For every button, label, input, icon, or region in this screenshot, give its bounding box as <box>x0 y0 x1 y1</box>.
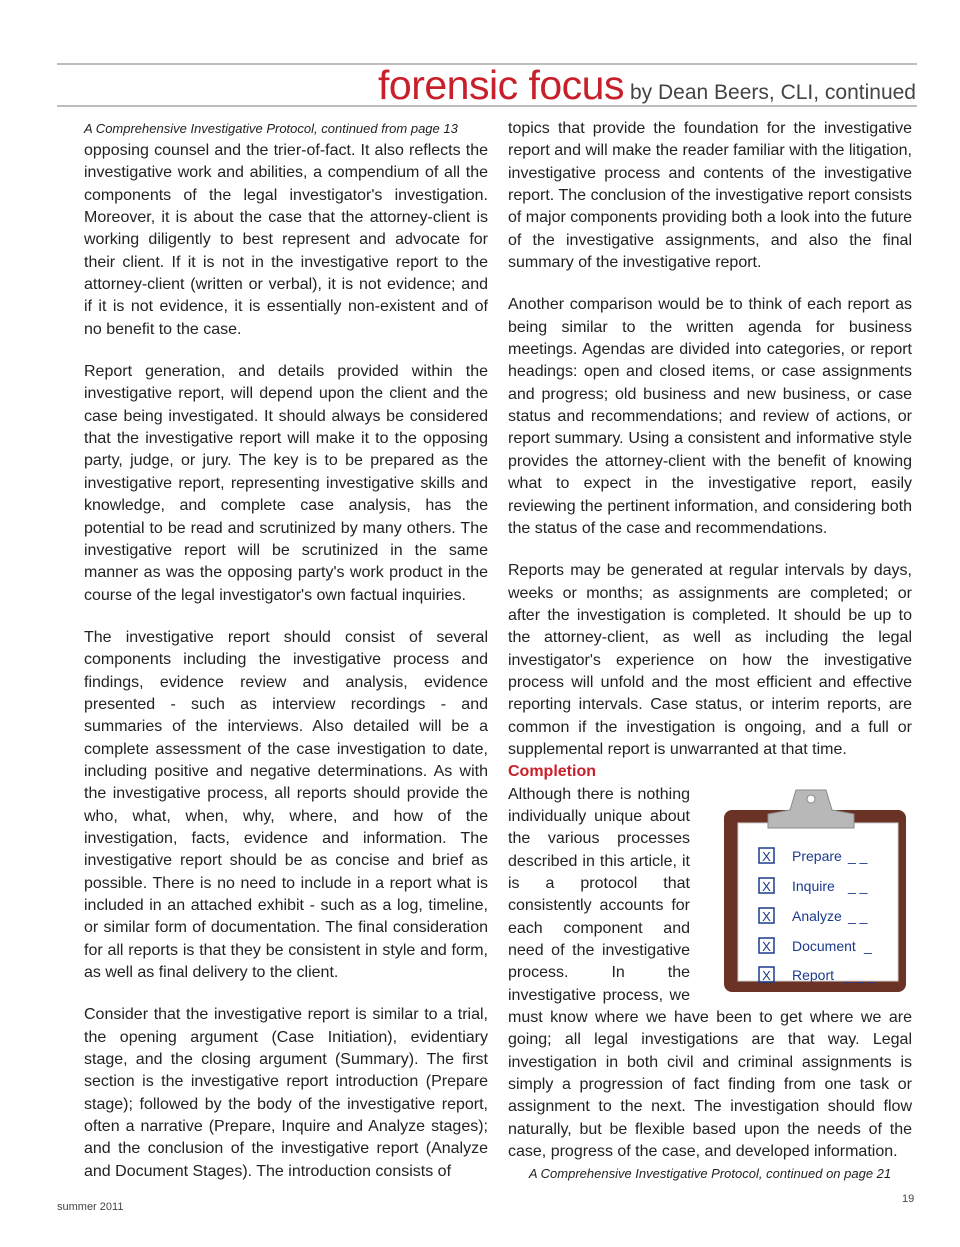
completion-heading: Completion <box>508 763 596 781</box>
check-mark: X <box>762 967 771 983</box>
checklist-trail: _ <box>864 937 872 954</box>
page-number: 19 <box>902 1193 915 1205</box>
checklist-clipboard-illustration <box>704 788 914 993</box>
check-mark: X <box>762 908 771 924</box>
paragraph: topics that provide the foundation for the investigative report and will make the reader familiar with the litigation, investigative process and contents of the investigative report. The conclusion of the investigative report consists of major components providing both a look into the future of the investigative assignments, and also the final summary of the investigative report. <box>508 120 912 272</box>
checklist-label: Report <box>792 966 835 983</box>
continued-from-note: A Comprehensive Investigative Protocol, continued from page 13 <box>84 121 458 136</box>
clip-hole <box>807 795 815 803</box>
issue-label: summer 2011 <box>57 1201 124 1213</box>
paragraph: The investigative report should consist of several components including the investigative process and findings, evidence review and analysis, evidence presented - such as interview recordings - and summaries of the interviews. Also detailed will be a complete assessment of the case investigation to date, including positive and negative determinations. As with the investigative process, all reports should provide the who, what, when, why, where, and how of the investigation, facts, evidence and information. The investigative report should be as concise and brief as possible. There is no need to include in a report what is included in an attached exhibit - such as a log, timeline, or similar form of documentation. The final consideration for all reports is that they be consistent in style and form, as well as final delivery to the client. <box>84 628 488 982</box>
byline: by Dean Beers, CLI, continued <box>629 81 916 104</box>
checklist-trail: _ _ _ <box>844 966 876 983</box>
checklist-label: Analyze <box>792 907 842 924</box>
header-rule <box>57 105 917 107</box>
check-mark: X <box>762 938 771 954</box>
paragraph: opposing counsel and the trier-of-fact. It also reflects the investigative work and abilities, a compendium of all the components of the legal investigator's investigation. Moreover, it is about the case that the attorney-client is working diligently to best represent and advocate for their client. If it is not in the investigative report to the attorney-client (written or verbal), it is not evidence; and if it is not evidence, it is essentially non-existent and of no benefit to the case. <box>84 142 488 338</box>
checklist-trail: _ _ <box>848 907 868 924</box>
checklist-label: Inquire <box>792 877 835 894</box>
checklist-trail: _ _ <box>848 877 868 894</box>
checklist-label: Document <box>792 937 856 954</box>
left-column <box>84 118 488 1183</box>
right-column <box>508 118 912 1185</box>
section-title: forensic focus <box>378 62 624 108</box>
check-mark: X <box>762 878 771 894</box>
clipboard-paper <box>738 823 898 981</box>
clipboard-icon <box>704 788 914 993</box>
checklist-label: Prepare <box>792 847 842 864</box>
paragraph: Another comparison would be to think of each report as being similar to the written agenda for business meetings. Agendas are divided into categories, or report headings: open and closed items, or case assignments and progress; old business and new business, or case status and recommendations; and review of actions, or report summary. Using a consistent and informative style provides the attorney-client with the benefit of knowing what to expect in the investigative report, easily reviewing the pertinent information, and considering both the status of the case and recommendations. <box>508 296 912 537</box>
paragraph: Report generation, and details provided within the investigative report, will depend upon the client and the case being investigated. It should always be considered that the investigative report will make it to the opposing party, judge, or jury. The key is to be prepared as the investigative report, representing investigative skills and knowledge, and complete case analysis, has the potential to be read and scrutinized by many others. The investigative report will be scrutinized in the same manner as was the opposing party's work product in the course of the legal investigator's own factual inquiries. <box>84 363 488 604</box>
check-mark: X <box>762 848 771 864</box>
paragraph: Reports may be generated at regular intervals by days, weeks or months; as assignments are completed; or after the investigation is completed. It should be up to the attorney-client, as well as including the legal investigator's experience on how the investigative process will unfold and the most efficient and effective reporting intervals. Case status, or interim reports, are common if the investigation is ongoing, and a full or supplemental report is unwarranted at that time. <box>508 562 912 758</box>
continued-on-note: A Comprehensive Investigative Protocol, continued on page 21 <box>528 1166 892 1182</box>
paragraph: Although there is nothing individually unique about the various processes described in this article, it is a protocol that consistently accounts for each component and need of the investigative process. In the investigative process, we must know where we have been to get where we are going; all legal investigations are that way. Legal investigation in both civil and criminal assignments is simply a progression of fact finding from one task or assignment to the next. The investigation should flow naturally, but be flexible based upon the needs of the case, progress of the case, and developed information. <box>508 785 912 1161</box>
checklist-trail: _ _ <box>848 847 868 864</box>
page-header <box>378 62 916 109</box>
paragraph: Consider that the investigative report is similar to a trial, the opening argument (Case Initiation), evidentiary stage, and the closing argument (Summary). The first section is the investigative report introduction (Prepare stage); followed by the body of the investigative report, often a narrative (Prepare, Inquire and Analyze stages); and the conclusion of the investigative report (Analyze and Document Stages). The introduction consists of <box>84 1006 488 1180</box>
